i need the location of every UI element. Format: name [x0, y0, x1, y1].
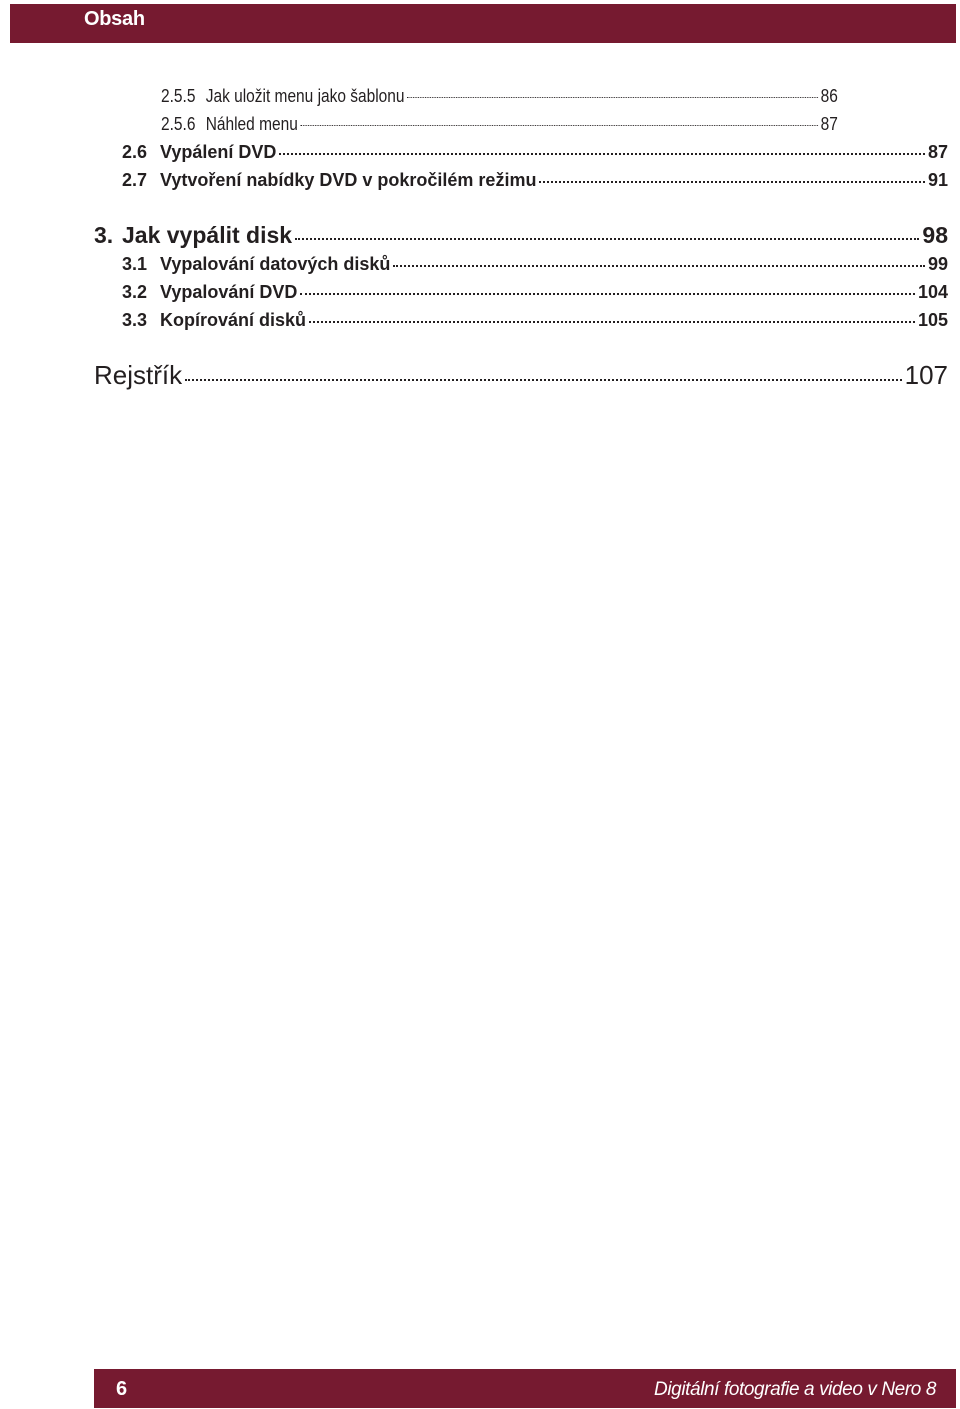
toc-entry-page: 105 [917, 310, 948, 330]
toc-entry-page: 104 [917, 282, 948, 302]
toc-entry-number: 2.7 [122, 170, 148, 190]
toc-entry-number: 2.5.6 [161, 114, 196, 134]
toc-chapter-page: 98 [922, 222, 948, 248]
toc-entry-2-7[interactable] [122, 170, 948, 191]
dot-leader [279, 153, 925, 155]
toc-entry-page: 99 [927, 254, 948, 274]
dot-leader [300, 125, 818, 126]
toc-entry-page: 86 [820, 86, 838, 106]
toc-entry-3-2[interactable] [122, 282, 948, 303]
header-bar [10, 4, 956, 43]
dot-leader [393, 265, 925, 267]
dot-leader [300, 293, 915, 295]
dot-leader [309, 321, 915, 323]
toc-index-page: 107 [904, 360, 948, 390]
book-title: Digitální fotografie a video v Nero 8 [654, 1379, 936, 1400]
page-number: 6 [116, 1378, 128, 1400]
toc-entry-title: Náhled menu [205, 114, 298, 134]
dot-leader [407, 97, 818, 98]
toc-entry-title: Vypalování datových disků [160, 254, 391, 274]
toc-chapter-number: 3. [94, 222, 114, 248]
toc-entry-page: 91 [927, 170, 948, 190]
toc-entry-page: 87 [927, 142, 948, 162]
toc-entry-3-1[interactable] [122, 254, 948, 275]
toc-entry-number: 2.6 [122, 142, 148, 162]
toc-entry-number: 2.5.5 [161, 86, 196, 106]
toc-entry-2-5-6[interactable] [161, 114, 838, 135]
toc-entry-title: Kopírování disků [160, 310, 307, 330]
toc-entry-title: Vypálení DVD [160, 142, 277, 162]
toc-entry-number: 3.2 [122, 282, 148, 302]
toc-entry-number: 3.1 [122, 254, 148, 274]
toc-chapter-3[interactable] [94, 222, 948, 249]
dot-leader [295, 238, 919, 240]
toc-index[interactable] [94, 360, 948, 391]
toc-entry-2-5-5[interactable] [161, 86, 838, 107]
toc-entry-page: 87 [820, 114, 838, 134]
toc-entry-3-3[interactable] [122, 310, 948, 331]
toc-chapter-title: Jak vypálit disk [122, 222, 293, 248]
toc-entry-title: Vypalování DVD [160, 282, 298, 302]
section-title: Obsah [84, 8, 145, 30]
toc-entry-2-6[interactable] [122, 142, 948, 163]
toc-entry-title: Jak uložit menu jako šablonu [205, 86, 405, 106]
toc-entry-number: 3.3 [122, 310, 148, 330]
dot-leader [185, 379, 901, 381]
toc-entry-title: Vytvoření nabídky DVD v pokročilém režimu [160, 170, 537, 190]
dot-leader [539, 181, 925, 183]
toc-index-title: Rejstřík [94, 360, 183, 390]
